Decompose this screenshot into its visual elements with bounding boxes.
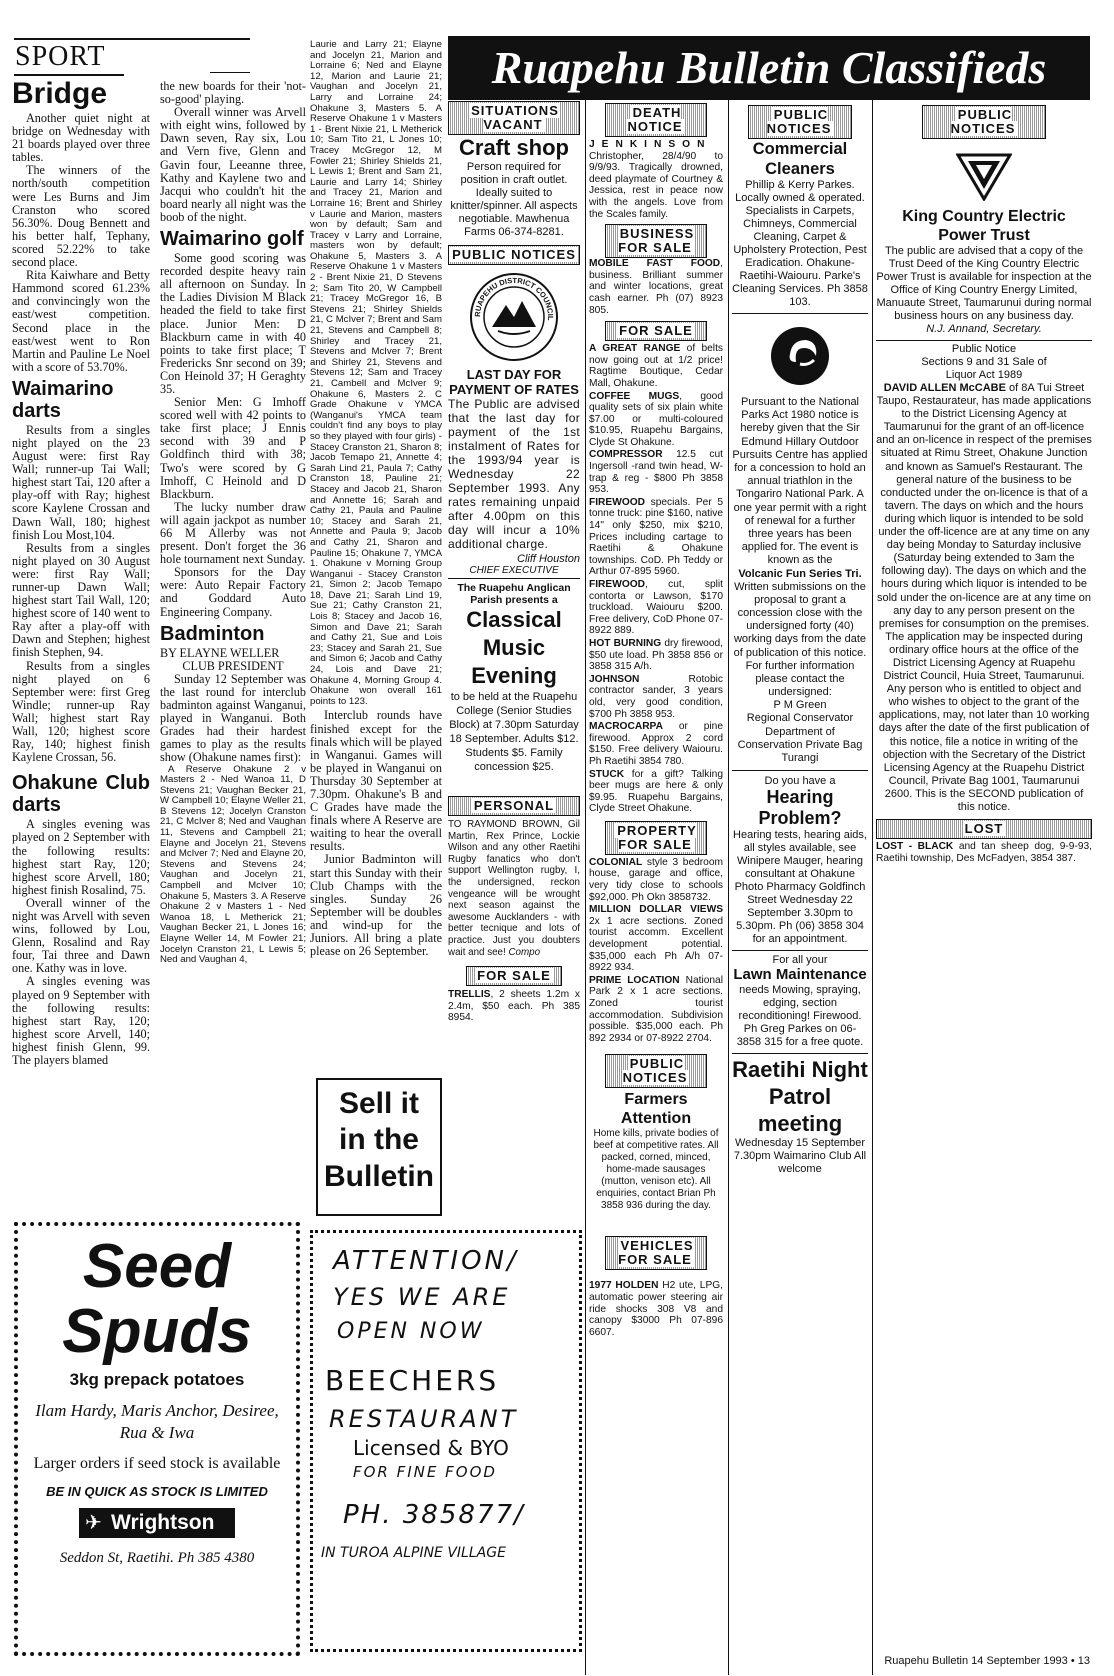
seed-larger: Larger orders if seed stock is available — [33, 1455, 281, 1472]
parks-signatory: P M Green — [773, 699, 827, 712]
waimarino-darts-body: Results from a singles night played on the 23 August were: first Ray Wall; runner-up Tai Wall; highest start Tai, 120 after a play-off with Ray; highest score Kaylene Crossan and Dawn Wall, 180; highest finish Lou Most,104. Results from a singles night played on 30 August were: first Ray Wall; runner-up Dawn Wall; highest start Tail Wall, 120; highest score of 140 went to Ray after a play-off with Dawn and Stephen; highest finish Stephen, 94. Results from a singles night played on 6 September were: first Greg Windle; runner-up Ray Wall; highest start Ray Wall, 120; highest score Ray, 140; highest finish Kaylene Crossan, 56. — [12, 422, 150, 765]
badminton-heading: Badminton — [160, 622, 265, 645]
wrightson-symbol-icon: ✈ — [85, 1512, 102, 1534]
beechers-line-1: ATTENTION/ — [333, 1246, 519, 1276]
wrightson-brand: Wrightson — [111, 1511, 215, 1534]
badminton-news: Interclub rounds have finished except for the finals which will be played in Wanganui. Games will be played in Wanganui on Thursday 30 September at 7.30pm. Ohakune's B and C Grades have made the finals where A Reserve are waiting to hear the overall results. Junior Badminton will start this Sunday with their Club Champs with the singles. Sunday 26 September will be doubles and wind-up for the Juniors. All bring a plate please on 26 September. — [310, 708, 442, 959]
bridge-body: Another quiet night at bridge on Wednesday with 21 boards played over three tables. The winners of the north/south competition were Les Burns and Jim Cranston who scored 56.30%. Doug Bennett and his better half, Tephany, scored 52.22% to take second place. Rita Kaiwhare and Betty Hammond scored 61.23% and convincingly won the east/west competition. Second place in the east/west went to Ron Martin and Pauline Le Noel with a score of 53.70%. — [12, 111, 150, 374]
public-notices-header-3: PUBLIC NOTICES — [748, 105, 852, 139]
lawn-heading: Lawn Maintenance — [733, 966, 867, 984]
council-seal — [468, 271, 560, 363]
for-sale-header-2: FOR SALE — [605, 321, 707, 341]
list-item: COMPRESSOR 12.5 cut Ingersoll -rand twin head, W-trap & reg - $800 Ph 3858 953. — [589, 449, 723, 496]
beechers-line-2: YES WE ARE — [333, 1283, 511, 1311]
page-footer: Ruapehu Bulletin 14 September 1993 • 13 — [884, 1655, 1090, 1667]
doc-logo-graphic — [770, 326, 830, 386]
list-item: MILLION DOLLAR VIEWS 2x 1 acre sections. Zoned tourist accomm. Excellent development potential. $35,000 each Ph A/h 07-8922 934. — [589, 904, 723, 974]
sport-column-2 — [160, 80, 306, 1214]
council-seal-graphic — [468, 271, 560, 363]
ohakune-darts-body: A singles evening was played on 2 September with the following results: highest start Ray, 120; highest score Arvell, 180; highest finish Rosalind, 75. Overall winner of the night was Arvell with seven wins, followed by Lou, Glenn, Rosalind and Ray four, Tai three and Dawn one. Kathy was in love. A singles evening was played on 9 September with the following results: highest start Ray, 120; highest score Arvell, 140; highest finish Glenn, 99. The players blamed — [12, 817, 150, 1067]
darts-continued: the new boards for their 'not-so-good' playing. — [160, 80, 306, 107]
public-notices-header-2: PUBLIC NOTICES — [605, 1054, 707, 1088]
business-for-sale-header: BUSINESS FOR SALE — [605, 224, 707, 258]
lawn-pre: For all your — [772, 954, 828, 967]
for-sale-header-1: FOR SALE — [466, 966, 562, 986]
rates-signature: Cliff Houston — [517, 553, 580, 565]
list-item: A GREAT RANGE of belts now going out at 1/2 price! Ragtime Boutique, Cedar Mall, Ohakune. — [589, 343, 723, 389]
parks-notice-body: Pursuant to the National Parks Act 1980 notice is hereby given that the Sir Edmund Hillary Outdoor Pursuits Centre has applied for a concession to hold an annual triathlon in the Tongariro National Park. A one year permit with a right of renewal for a further three years has been applied for. The event is known as the — [732, 396, 868, 567]
patrol-body: Wednesday 15 September 7.30pm Waimarino Club All welcome — [733, 1137, 867, 1176]
parks-signatory-role: Regional Conservator Department of Conservation Private Bag Turangi — [737, 712, 863, 765]
beechers-line-8: PH. 385877/ — [343, 1500, 525, 1530]
waimarino-darts-heading: Waimarino darts — [12, 377, 114, 422]
farmers-body: Home kills, private bodies of beef at competitive rates. All packed, corned, minced, home-made sausages (mutton, venison etc). All enquiries, contact Brian Ph 3858 936 during the day. — [593, 1128, 719, 1212]
seal-text: RUAPEHU DISTRICT COUNCIL — [472, 275, 556, 321]
sport-column-3 — [310, 40, 442, 1215]
beechers-line-4: BEECHERS — [325, 1364, 500, 1397]
beechers-line-9: IN TUROA ALPINE VILLAGE — [321, 1545, 506, 1561]
beechers-line-3: OPEN NOW — [337, 1319, 485, 1344]
seed-title-2: Spuds — [62, 1297, 252, 1366]
lost-dog-ad: LOST - BLACK and tan sheep dog, 9-9-93, Raetihi township, Des McFadyen, 3854 387. — [876, 841, 1092, 864]
seed-title-1: Seed — [82, 1232, 232, 1301]
craft-shop-heading: Craft shop — [459, 135, 569, 160]
cleaners-body: Phillip & Kerry Parkes. Locally owned & operated. Specialists in Carpets, Chimneys, Commercial Cleaning, Carpet & Upholstery Protection, Pest Eradication. Ohakune-Raetihi-Waiouru. Parke's Cleaning Services. Ph 3858 103. — [732, 179, 868, 308]
doc-logo — [770, 326, 830, 386]
badminton-results-continued: Laurie and Larry 21; Elayne and Jocelyn 21, Marion and Lorraine 6; Ned and Elayne 12, Marion and Laurie 21; Vaughan and Jocelyn 21, Larry and Lorraine 24; Ohakune 3, Masters 5. A Reserve Ohakune 1 v Masters 1 - Brent Nixie 21, L Metherick 10; Sam Tito 21, L Jones 10; Tracey McGregor 12, M Fowler 21; Shirley Shields 21, L Lewis 1; Brent and Sam 21, Laurie and Larry 14; Shirley and Tracey 21, Marion and Lorraine 16; Brent and Shirley v Laurie and Marion, masters won by default; Sam and Tracey v Larry and Lorraine, masters won by default; Ohakune 5, Masters 3. A Reserve Ohakune 1 v Masters 2 - Brent Nixie 21, D Stevens 2; Sam Tito 20, W Campbell 21; Tracey McGregor 16, B Stevens 21; Shirley Shields 21, C McIver 7; Brent and Sam 21, Stevens and Campbell 8; Shirley and Tracey 21, Stevens and McIver 7; Brent and Shirley 21, Stevens and Stevens 12; Sam and Tracey 21, Cambell and McIver 9; Ohakune 6, Masters 2. C Grade Ohakune v YMCA (Wanganui's YMCA team couldn't find any boys to play so they played with four girls) - Stacey Cranston 21, Sharon 8; Jacob Temapo 21, Annette 4; Sarah Lind 21, Paula 7; Cathy Cranston 18, Pauline 21; Stacey and Jacob 21, Sharon and Annette 16; Sarah and Cathy 21, Paula and Pauline 10; Stacey and Sarah 21, Annette and Paula 9; Jacob and Cathy 21, Sharon and Pauline 15; Ohakune 7, YMCA 1. Ohakune v Morning Group Wanganui - Stacey Cranston 21, Simon 2; Jacob Temapo 18, Dave 21; Sarah Lind 19, Sue 21; Cathy Cranston 21, Lois 8; Stacey and Jacob 16, Simon and Dave 21; Sarah and Cathy 21, Sue and Lois 23; Stacey and Sarah 21, Sue and Simon 6; Jacob and Cathy 24, Lois and Dave 21; Ohakune 4, Morning Group 4. Ohakune won overall 161 points to 123. — [310, 40, 442, 707]
lost-header: LOST — [876, 819, 1092, 839]
death-notice: JENKINSON Christopher, 28/4/90 to 9/9/93. Tragically drowned, deed playmate of Courtney & Jessica, rest in peace now with the angels. Love from the Scales family. — [589, 139, 723, 220]
vehicles-header: VEHICLES FOR SALE — [605, 1236, 707, 1270]
ohakune-darts-heading: Ohakune Club darts — [12, 772, 150, 817]
masthead-title: Ruapehu Bulletin Classifieds — [491, 42, 1047, 93]
sell-it-line-2: in the — [339, 1123, 419, 1156]
parks-event-name: Volcanic Fun Series Tri. — [738, 567, 862, 580]
beechers-line-7: FOR FINE FOOD — [353, 1463, 497, 1481]
hearing-pre: Do you have a — [764, 775, 836, 788]
classifieds-column-3 — [732, 100, 868, 1655]
kc-signature: N.J. Annand, Secretary. — [926, 323, 1042, 335]
parish-intro: The Ruapehu Anglican Parish presents a — [457, 582, 571, 606]
kc-body: The public are advised that a copy of the Trust Deed of the King Country Electric Power Trust is available for inspection at the Office of King Country Energy Limited, Manuaute Street, Taumarunui during normal business hours on any business day. — [876, 245, 1092, 322]
beechers-line-5: RESTAURANT — [329, 1405, 519, 1433]
rates-body: The Public are advised that the last day for payment of the 1st instalment of Rates for the 1993/94 year is Wednesday 22 September 1993. Any rates remaining unpaid after 4.00pm on this day will incur a 10% additional charge. — [448, 397, 580, 551]
situations-vacant-header: SITUATIONS VACANT — [448, 101, 580, 135]
classifieds-masthead — [448, 36, 1090, 100]
personal-header: PERSONAL — [448, 796, 580, 816]
golf-heading: Waimarino golf — [160, 228, 304, 251]
sell-it-box — [316, 1078, 442, 1216]
hearing-heading: Hearing Problem? — [758, 787, 842, 829]
farmers-heading: Farmers Attention — [620, 1091, 692, 1128]
kc-logo — [956, 151, 1012, 201]
list-item: FIREWOOD specials. Per 5 tonne truck: pine $160, native 14" only $250, mix $210, Prices including cartage to Raetihi & Ohakune townships. CoD. Ph Teddy or Arthur 07-895 5960. — [589, 496, 723, 578]
personal-body: TO RAYMOND BROWN, Gil Martin, Rex Prince, Lockie Wilson and any other Raetihi Rugby fanatics who don't support Wellington rugby, I, the undersigned, reckon vengeance will be wrought next season against the awesome Aucklanders - with better tecnique and lots of practice. Just you doubters wait and see! Compo — [448, 819, 580, 958]
for-sale-list — [589, 343, 723, 815]
kc-logo-graphic — [956, 151, 1012, 201]
sport-label: SPORT — [15, 41, 106, 72]
craft-shop-body: Person required for position in craft outlet. Ideally suited to knitter/spinner. All aspects negotiable. Mawhenua Farms 06-374-8281. — [450, 161, 578, 238]
list-item: COFFEE MUGS, good quality sets of six plain white $7.00 or multi-coloured $10.95, Ruapehu Bargains, Clyde St Ohakune. — [589, 390, 723, 448]
badminton-results: A Reserve Ohakune 2 v Masters 2 - Ned Wanoa 11, D Stevens 21; Vaughan Becker 21, W Campbell 10; Elayne Weller 21, B Stevens 12; Jocelyn Cranston 21, C McIver 8; Ned and Vaughan 11, Stevens and Campbell 21; Elayne and Jocelyn 21, Stevens and McIver 7; Ned and Elayne 20, Stevens and Stevens 24; Vaughan and Jocelyn 21, Campbell and McIver 10; Ohakune 5, Masters 3. A Reserve Ohakune 2 v Masters 1 - Ned Wanoa 18, L Metherick 21; Vaughan Becker 21, L Jones 16; Elayne Weller 14, M Fowler 21; Jocelyn Cranston 21, L Lewis 5; Ned and Vaughan 4, — [160, 763, 306, 966]
patrol-heading: Raetihi Night Patrol meeting — [732, 1057, 868, 1137]
seed-subtitle: 3kg prepack potatoes — [69, 1370, 245, 1389]
sell-it-line-1: Sell it — [338, 1087, 420, 1120]
sell-it-line-3: Bulletin — [324, 1160, 434, 1193]
sport-column-1 — [12, 76, 150, 1214]
badminton-byline: BY ELAYNE WELLER — [160, 645, 280, 660]
badminton-intro: Sunday 12 September was the last round for interclub badminton against Wanganui, played in Wanganui. Both Grades had their hardest games to play as the results show (Ohakune names first): — [160, 671, 306, 765]
seed-spuds-ad — [14, 1222, 300, 1656]
wrightson-logo — [79, 1508, 235, 1538]
beechers-ad — [310, 1230, 582, 1652]
seed-address: Seddon St, Raetihi. Ph 385 4380 — [59, 1550, 255, 1566]
seed-varieties: Ilam Hardy, Maris Anchor, Desiree, Rua & Iwa — [35, 1401, 279, 1442]
list-item: MACROCARPA or pine firewood. Approx 2 cord $150. Free delivery Waiouru. Ph Raetihi 3854 780. — [589, 721, 723, 767]
property-header: PROPERTY FOR SALE — [605, 821, 707, 855]
darts-overall: Overall winner was Arvell with eight wins, followed by Dawn seven, Ray six, Lou and Vern five, Glenn and Gavin four, Leeanne three, Kathy and Kaylene two and Jacqui who couldn't hit the board nearly all night was the boob of the night. — [160, 105, 306, 224]
svg-text:RUAPEHU DISTRICT COUNCIL — [473, 276, 555, 321]
list-item: COLONIAL style 3 bedroom house, garage and office, very tidy close to schools $92,000. Ph Okn 3858732. — [589, 856, 723, 903]
hearing-body: Hearing tests, hearing aids, all styles available, see Winipere Mauger, hearing consultant at Ohakune Photo Pharmacy Goldfinch Street Wednesday 22 September 3.30pm to 5.30pm. Ph (06) 3858 304 for an appointment. — [733, 829, 867, 946]
beechers-line-6: Licensed & BYO — [353, 1436, 509, 1460]
trellis-ad: TRELLIS, 2 sheets 1.2m x 2.4m, $50 each. Ph 385 8954. — [448, 989, 580, 1024]
rates-role: CHIEF EXECUTIVE — [469, 565, 559, 576]
list-item: HOT BURNING dry firewood, $50 ute load. Ph 3858 856 or 3858 315 A/h. — [589, 637, 723, 673]
kc-heading: King Country Electric Power Trust — [902, 208, 1066, 244]
classifieds-column-1 — [448, 100, 580, 1215]
liquor-notice-body: DAVID ALLEN McCABE of 8A Tui Street Taupo, Restaurateur, has made applications to the District Licensing Agency at Taumarunui for the grant of an off-licence and an on-licence in respect of the premises situated at Rimu Street, Ohakune Junction and known as Samuel's Restaurant. The general nature of the business to be conducted under the on-licence is that of a tavern. The days on which and the hours during which liquor is intended to be sold under the off-licence are at any time on any day being Monday to Saturday inclusive (Saturday being extended to 3am the following day). The days on which and the hours during which liquor is intended to be sold under the on-licence are at any time on any day to any person present on the premises for consumption on the premises. The application may be inspected during ordinary office hours at the office of the District Licensing Agency at Ruapehu District Council, Huia Street, Taumarunui. Any person who is entitled to object and who wishes to object to the grant of the applications, may, not later than 10 working days after the date of the first publication of this notice, file a notice in writing of the objection with the Secretary of the District Licensing Agency at the Ruapehu District Council, Private Bag 1001, Taumarunui 2600. This is the SECOND publication of this notice. — [876, 382, 1092, 813]
lawn-body: needs Mowing, spraying, edging, section reconditioning! Firewood. Ph Greg Parkes on 06-3858 315 for a free quote. — [736, 984, 864, 1049]
liquor-notice-sub: Sections 9 and 31 Sale of Liquor Act 1989 — [921, 356, 1047, 381]
liquor-notice-heading: Public Notice — [951, 343, 1017, 355]
public-notices-header-4: PUBLIC NOTICES — [922, 105, 1046, 139]
golf-body: Some good scoring was recorded despite heavy rain all afternoon on Sunday. In the Ladies Division M Black headed the field to take first place. Junior Men: D Blackburn came in with 40 points to take first place; T Fredericks Snr second on 39; Con Heinold 37; H Geraghty 35. Senior Men: G Imhoff scored well with 42 points to take first place; J Ennis second with 39 and P Goldfinch third with 38; Two's were scored by G Imhoff, C Heinold and D Blackburn. The lucky number draw will again jackpot as number 66 M Allerby was not present. Don't forget the 36 hole tournament next Sunday. Sponsors for the Day were: Auto Repair Factory and Goddard Auto Engineering Company. — [160, 251, 306, 619]
parks-notice-body-2: Written submissions on the proposal to grant a concession close with the undersigned forty (40) working days from the date of publication of this notice. For further information please contact the undersigned: — [733, 580, 867, 699]
mobile-fast-food-ad: MOBILE FAST FOOD, business. Brilliant summer and winter locations, great cash earner. Ph (07) 8923 805. — [589, 258, 723, 316]
holden-ad: 1977 HOLDEN H2 ute, LPG, automatic power steering air ride shocks 308 V8 and canopy $3000 Ph 07-896 6607. — [589, 1280, 723, 1338]
death-notice-header: DEATH NOTICE — [605, 103, 707, 137]
public-notices-header: PUBLIC NOTICES — [448, 245, 580, 265]
classifieds-column-2 — [589, 100, 723, 1675]
badminton-role: CLUB PRESIDENT — [182, 658, 284, 673]
concert-body: to be held at the Ruapehu College (Senior Studies Block) at 7.30pm Saturday 18 September. Adults $12. Students $5. Family concession $25. — [449, 691, 579, 773]
concert-heading: Classical Music Evening — [466, 607, 562, 688]
list-item: PRIME LOCATION National Park 2 x 1 acre sections. Zoned tourist accommodation. Subdivision possible. $35,000 each. Ph 892 2934 or 07-8922 2704. — [589, 974, 723, 1044]
cleaners-heading: Commercial Cleaners — [752, 140, 848, 178]
rates-heading: LAST DAY FOR PAYMENT OF RATES — [449, 367, 579, 397]
list-item: FIREWOOD, cut, split contorta or Lawson, $170 truckload. Waiouru $200. Free delivery, CoD Phone 07-8922 889. — [589, 579, 723, 637]
classifieds-column-4 — [876, 100, 1092, 1645]
seed-quick: BE IN QUICK AS STOCK IS LIMITED — [46, 1484, 268, 1499]
list-item: JOHNSON Rotobic contractor sander, 3 years old, very good condition, $700 Ph 3858 953. — [589, 673, 723, 720]
bridge-heading: Bridge — [12, 77, 108, 110]
list-item: STUCK for a gift? Talking beer mugs are here & only $9.95. Ruapehu Bargains, Clyde Street Ohakune. — [589, 768, 723, 815]
property-list — [589, 857, 723, 1045]
